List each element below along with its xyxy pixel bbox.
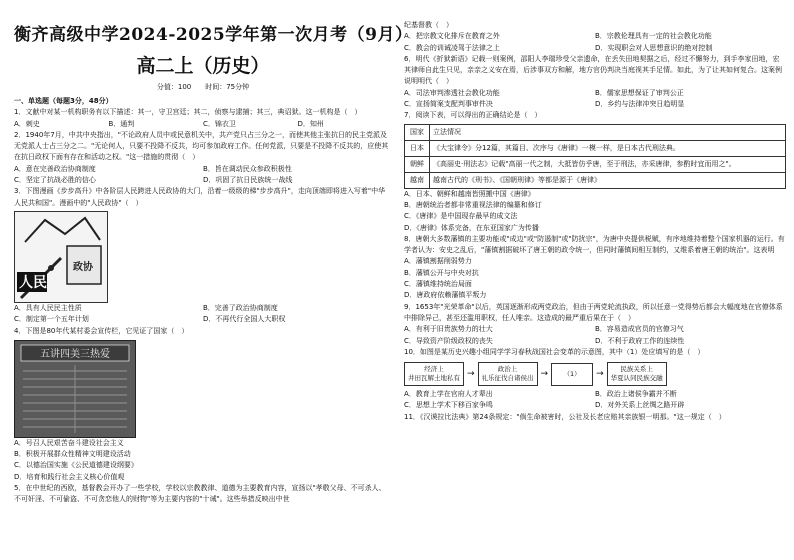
question-6	[404, 54, 786, 110]
right-column	[404, 20, 786, 423]
table-cell: 朝鲜	[405, 156, 430, 172]
option-c[interactable]: C．思想上学术下移百家争鸣	[404, 401, 493, 410]
question-5-stem: 5．在中世纪的西欧，基督教会开办了一些学校，学校以宗教教律、道德为主要教育内容，宣扬以"孝敬父母、不可杀人、不可奸淫、不可偷盗、不可贪恋他人的财物"等为主要内容的"十诫"。这些举措反映出中世	[14, 484, 386, 504]
arrow-right-icon: →	[596, 369, 604, 380]
option-d[interactable]: D．对外关系上丝绸之路开辟	[595, 401, 685, 410]
option-c[interactable]: C．坚定了抗战必胜的信心	[14, 176, 96, 185]
table-cell: 国家	[405, 124, 430, 140]
question-10	[404, 347, 786, 412]
question-6-options	[404, 88, 786, 111]
option-a[interactable]: A．刺史	[14, 119, 40, 128]
flow-box-politics: 政治上 礼乐征伐自诸侯出	[478, 362, 538, 386]
option-a[interactable]: A．具有人民民主性质	[14, 303, 82, 312]
question-4-options	[14, 438, 392, 483]
flow-box-blank: （1）	[551, 363, 593, 386]
option-a[interactable]: A．日本、朝鲜和越南皆照搬中国《唐律》	[404, 189, 535, 198]
table-row	[405, 156, 786, 172]
option-d[interactable]: D．不再代行全国人大职权	[203, 315, 286, 324]
question-1-stem: 1．文献中对某一机构职务有以下描述：其一，守卫宫廷；其二，侦察与逮捕；其三，典诏狱。这一机构是（ ）	[14, 108, 362, 117]
table-cell: 立法情况	[430, 124, 786, 140]
option-d[interactable]: D．唐政府依赖藩镇平叛力	[404, 291, 487, 300]
option-d[interactable]: D．《唐律》体系完备，在东亚国家广为传播	[404, 223, 539, 232]
question-7	[404, 110, 786, 233]
question-7-options	[404, 189, 786, 234]
option-a[interactable]: A．藩镇割据削弱势力	[404, 257, 472, 266]
left-column	[14, 0, 413, 506]
bulletin-board-image	[14, 340, 136, 438]
question-3	[14, 186, 392, 325]
question-1-options	[14, 119, 392, 130]
question-10-options	[404, 389, 786, 412]
arrow-right-icon: →	[467, 369, 475, 380]
cartoon-drawing	[15, 212, 107, 302]
option-a[interactable]: A．教育上学在官府人才辈出	[404, 390, 493, 399]
cartoon-text-zhengxie: 政协	[73, 261, 93, 273]
exam-title: 衡齐高级中学2024-2025学年第一次月考（9月）	[14, 25, 413, 45]
table-cell: 日本	[405, 140, 430, 156]
option-b[interactable]: B．完善了政治协商制度	[203, 303, 278, 312]
option-a[interactable]: A．把宗教文化排斥在教育之外	[404, 32, 500, 41]
option-c[interactable]: C．宣扬简案支配判事审件决	[404, 100, 493, 109]
option-b[interactable]: B．容易造成官员的官僚习气	[595, 325, 684, 334]
question-3-stem: 3．下图漫画《步步高升》中各阶层人民跨进人民政协的大门，沿着一级级的梯"步步高升"，走向顶端即将进入写着"中华人民共和国"。漫画中的"人民政协"（ ）	[14, 187, 386, 207]
option-b[interactable]: B．旨在调动民众参政积极性	[203, 164, 292, 173]
option-c[interactable]: C．制定第一个五年计划	[14, 315, 89, 324]
question-3-options	[14, 303, 392, 326]
flow-diagram	[404, 362, 786, 386]
option-d[interactable]: D．巩固了抗日民族统一战线	[203, 176, 293, 185]
cartoon-text-renmin: 人民	[19, 274, 47, 291]
option-b[interactable]: B．唐朝统治者都非常重视法律的编纂和修订	[404, 200, 542, 209]
option-c[interactable]: C．以德治国实施《公民道德建设纲要》	[14, 461, 138, 470]
option-c[interactable]: C．《唐律》是中国现存最早的成文法	[404, 212, 518, 221]
question-9	[404, 302, 786, 347]
question-4-stem: 4．下图是80年代某村委会宣传栏，它见证了国家（ ）	[14, 326, 189, 335]
option-a[interactable]: A．有利于旧贵族势力的壮大	[404, 325, 493, 334]
table-cell: 越南古代的《刑书》、《国朝刑律》等都是源于《唐律》	[430, 172, 786, 188]
bulletin-board-title: 五讲四美三热爱	[40, 348, 110, 360]
option-d[interactable]: D．知州	[297, 119, 324, 128]
option-b[interactable]: B．积极开展群众性精神文明建设活动	[14, 450, 131, 459]
option-d[interactable]: D．不利于政府工作的连续性	[595, 336, 685, 345]
option-a[interactable]: A．意在完善政治协商制度	[14, 164, 96, 173]
table-cell: 越南	[405, 172, 430, 188]
option-c[interactable]: C．锦衣卫	[203, 119, 236, 128]
option-b[interactable]: B．通判	[108, 119, 135, 128]
option-a[interactable]: A．号召人民艰苦奋斗建设社会主义	[14, 438, 124, 447]
option-b[interactable]: B．政治上诸侯争霸并不断	[595, 390, 677, 399]
option-b[interactable]: B．宗教伦理具有一定的社会教化功能	[595, 32, 712, 41]
flow-box-economy: 经济上 井田瓦解土地私有	[404, 362, 464, 386]
question-2-options	[14, 164, 392, 187]
option-c[interactable]: C．教会的训诫凌驾于法律之上	[404, 43, 500, 52]
question-9-stem: 9．1653年"光荣革命"以后，英国逐渐形成两党政治，但由于两党轮流执政，所以任意一党得势后都会大幅度地在官僚体系中排除异己，甚至还滥用职权，任人唯亲。这造成的最严重后果在于（ ）	[404, 302, 783, 322]
table-row	[405, 140, 786, 156]
question-8	[404, 234, 786, 302]
option-b[interactable]: B．藩镇公开与中央对抗	[404, 268, 479, 277]
option-c[interactable]: C．导致资产阶级政权的丧失	[404, 336, 493, 345]
option-d[interactable]: D．培育和践行社会主义核心价值观	[14, 472, 125, 481]
question-5-tail: 纪基督教（ ）	[404, 21, 453, 29]
question-2-stem: 2．1940年7月，中共中央指出，"不论政府人员中或民意机关中，共产党只占三分之一，而使其他主张抗日的民主党派及无党派人士占三分之二。"无论何人，只要不投降不反共，均可参加政府工作。任何党派，只要是不投降不反共的，应使其在抗日政权下面有存在和活动之权。"这一措施的贯彻（ ）	[14, 130, 389, 162]
exam-meta: 分值：100 时间：75分钟	[156, 83, 250, 91]
question-8-options	[404, 256, 786, 301]
table-row	[405, 124, 786, 140]
question-7-stem: 7．阅读下表，可以得出的正确结论是（ ）	[404, 111, 542, 120]
question-5	[14, 483, 392, 506]
option-a[interactable]: A．司法审判渗透社会教化功能	[404, 88, 500, 97]
section-heading: 一、单选题（每题3分，48分）	[14, 97, 113, 105]
bulletin-board-drawing	[15, 341, 135, 437]
question-2	[14, 130, 392, 186]
option-c[interactable]: C．藩镇维持统治局面	[404, 280, 472, 289]
question-10-stem: 10．如图是某历史兴趣小组同学学习春秋战国社会变革的示意图，其中（1）处应填写的是（ ）	[404, 347, 705, 356]
question-9-options	[404, 324, 786, 347]
question-1	[14, 107, 392, 130]
table-cell: 《大宝律令》分12篇，其篇目、次序与《唐律》一模一样，是日本古代刑法典。	[430, 140, 786, 156]
question-11	[404, 412, 786, 423]
option-b[interactable]: B．儒家思想保证了审判公正	[595, 88, 684, 97]
cartoon-image	[14, 211, 108, 303]
question-5-options	[404, 31, 786, 54]
law-comparison-table	[404, 124, 786, 189]
question-6-stem: 6．明代《折狱新语》记载一则案例，邵阳人李瑞珍受父亲遗命，在丢失田地契据之后，经过不懈努力，到手李家田地，宏其律师自此生只见，亲亲之义安在焉，后涉事双方和解，地方官仍判决当庭视其手足情。如此，为了让其如何复合。这案例说明明代（ ）	[404, 54, 782, 86]
option-d[interactable]: D．实现职会对人思想意识的绝对控制	[595, 43, 713, 52]
question-4	[14, 326, 392, 483]
table-cell: 《高丽史·刑法志》记载"高丽一代之制，大抵皆仿乎唐，至于刑法，亦采唐律，参酌时宜而用之"。	[430, 156, 786, 172]
table-row	[405, 172, 786, 188]
question-8-stem: 8．唐朝大多数藩镇的主要功能或"成边"或"防遏制"或"防扰宗"，为唐中央提供税赋，有序地维持着整个国家机器的运行。有学者认为：安史之乱后，"藩镇割据破坏了唐王朝的政令统一，但同时藩镇间相互制约，又维系着唐王朝的统治"。这表明	[404, 234, 785, 255]
arrow-right-icon: →	[540, 369, 549, 380]
option-d[interactable]: D．乡约与法律冲突日趋明显	[595, 100, 685, 109]
exam-subtitle: 高二上（历史）	[136, 55, 270, 77]
flow-box-ethnic: 民族关系上 华夏认同民族交融	[607, 362, 667, 386]
question-11-stem: 11．《汉谟拉比法典》第24条规定："倘生命被害时，公社及长老应赔其亲族银一明那。"这一规定（ ）	[404, 412, 726, 421]
